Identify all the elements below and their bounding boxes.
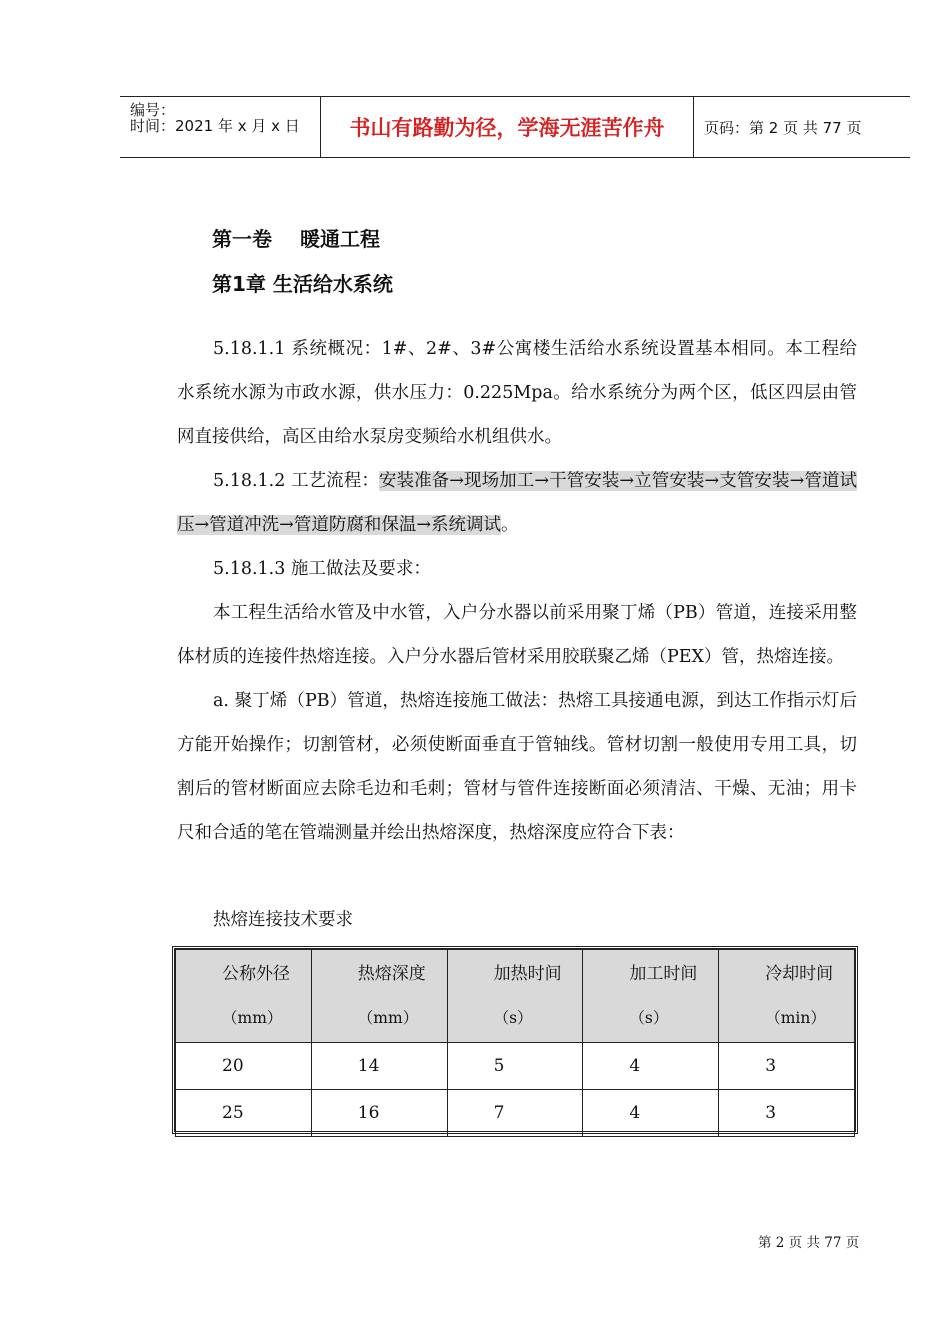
header-unit: （min） bbox=[765, 1009, 826, 1027]
header-name: 加热时间 bbox=[493, 964, 562, 984]
paragraph-process-flow bbox=[177, 459, 857, 547]
header-name: 热熔深度 bbox=[357, 964, 426, 984]
paragraph-hot-melt-procedure: a. 聚丁烯（PB）管道，热熔连接施工做法：热熔工具接通电源，到达工作指示灯后方能开始操作；切割管材，必须使断面垂直于管轴线。管材切割一般使用专用工具，切割后的管材断面应去除毛边和毛刺；管材与管件连接断面必须清洁、干燥、无油；用卡尺和合适的笔在管端测量并绘出热熔深度，热熔深度应符合下表： bbox=[177, 691, 857, 843]
header-unit: （mm） bbox=[357, 1009, 419, 1027]
table-row bbox=[176, 1090, 855, 1137]
header-cell-processing-time bbox=[583, 950, 719, 1043]
header-cell-depth bbox=[311, 950, 447, 1043]
table-cell: 5 bbox=[447, 1043, 583, 1090]
header-unit: （s） bbox=[629, 1009, 669, 1027]
table-cell: 20 bbox=[176, 1043, 312, 1090]
header-meta bbox=[120, 97, 321, 157]
header-name: 加工时间 bbox=[629, 964, 698, 984]
table-cell: 3 bbox=[719, 1043, 855, 1090]
header-cell-heating-time bbox=[447, 950, 583, 1043]
section-overview bbox=[177, 327, 857, 459]
section-process bbox=[177, 459, 857, 547]
header-name: 公称外径 bbox=[222, 964, 290, 984]
process-label: 5.18.1.2 工艺流程： bbox=[213, 471, 379, 491]
paragraph-method-heading: 5.18.1.3 施工做法及要求： bbox=[213, 559, 431, 579]
header-unit: （s） bbox=[493, 1009, 533, 1027]
paragraph-pipe-material: 本工程生活给水管及中水管，入户分水器以前采用聚丁烯（PB）管道，连接采用整体材质的连接件热熔连接。入户分水器后管材采用胶联聚乙烯（PEX）管，热熔连接。 bbox=[177, 603, 857, 667]
process-suffix: 。 bbox=[501, 515, 519, 535]
header-unit: （mm） bbox=[222, 1009, 283, 1027]
chapter-title: 第1章 生活给水系统 bbox=[212, 272, 393, 296]
header-motto: 书山有路勤为径，学海无涯苦作舟 bbox=[321, 97, 694, 157]
page-footer: 第 2 页 共 77 页 bbox=[758, 1235, 860, 1251]
header-name: 冷却时间 bbox=[765, 964, 834, 984]
table-caption: 热熔连接技术要求 bbox=[213, 910, 353, 930]
table-cell: 4 bbox=[583, 1043, 719, 1090]
table-cell: 25 bbox=[176, 1090, 312, 1137]
volume-subtitle: 暖通工程 bbox=[300, 227, 380, 251]
table-cell: 3 bbox=[719, 1090, 855, 1137]
paragraph-system-overview: 5.18.1.1 系统概况：1#、2#、3#公寓楼生活给水系统设置基本相同。本工程给水系统水源为市政水源，供水压力：0.225Mpa。给水系统分为两个区，低区四层由管网直接供给，高区由给水泵房变频给水机组供水。 bbox=[177, 339, 857, 447]
volume-heading bbox=[212, 223, 380, 252]
time-label: 时间：2021 年 x 月 x 日 bbox=[130, 117, 300, 135]
hot-melt-table bbox=[172, 946, 858, 1134]
table-cell: 14 bbox=[311, 1043, 447, 1090]
process-flow-steps: 安装准备→现场加工→干管安装→立管安装→支管安装→管道试压→管道冲洗→管道防腐和保温→系统调试 bbox=[177, 471, 857, 535]
header-cell-diameter bbox=[176, 950, 312, 1043]
table-header-row bbox=[176, 950, 855, 1043]
page-header bbox=[120, 96, 910, 158]
table-row bbox=[176, 1043, 855, 1090]
number-label: 编号： bbox=[130, 101, 176, 119]
header-page-info: 页码：第 2 页 共 77 页 bbox=[704, 118, 862, 137]
table-cell: 7 bbox=[447, 1090, 583, 1137]
volume-title: 第一卷 bbox=[212, 227, 272, 251]
section-method bbox=[177, 547, 857, 855]
table-cell: 16 bbox=[311, 1090, 447, 1137]
table-cell: 4 bbox=[583, 1090, 719, 1137]
header-cell-cooling-time bbox=[719, 950, 855, 1043]
